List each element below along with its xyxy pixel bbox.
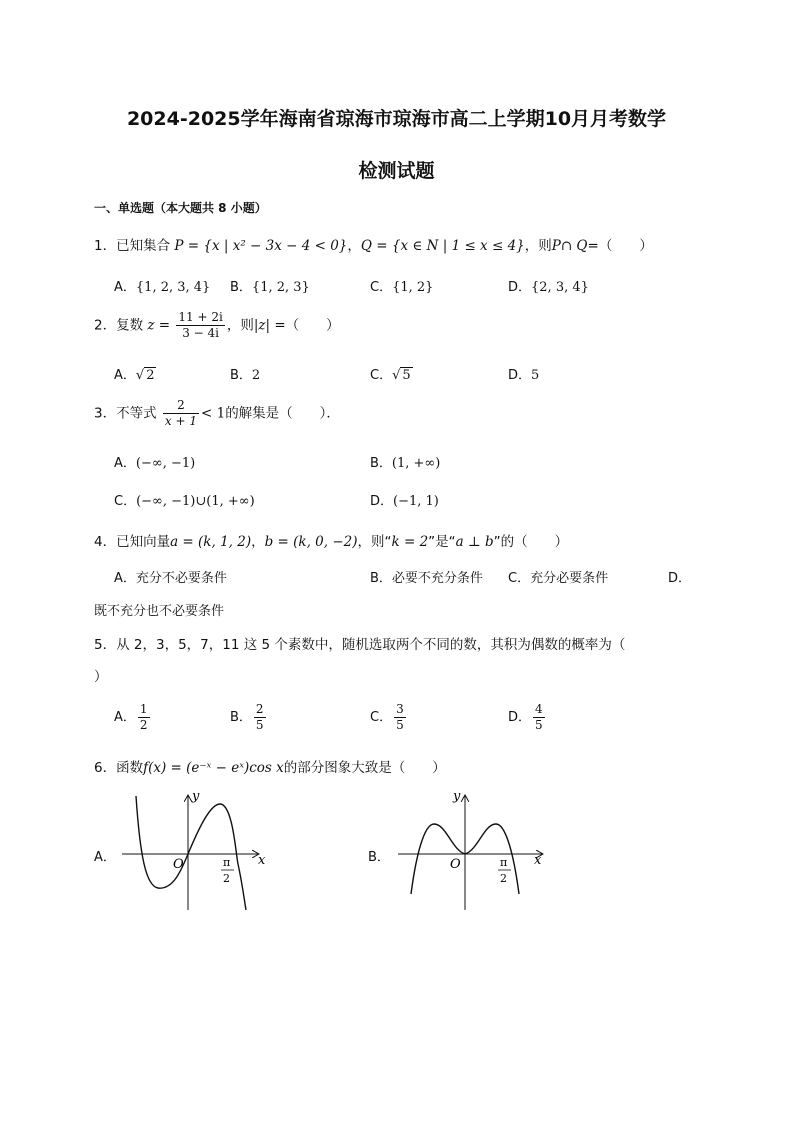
q1-set-q: Q = {x ∈ N | 1 ≤ x ≤ 4} xyxy=(360,238,525,254)
q5-option-c: C． $\frac{3}{5}$ xyxy=(370,702,404,732)
question-5: 5．从 2，3，5，7，11 这 5 个素数中，随机选取两个不同的数，其积为偶数的概率为（ xyxy=(94,637,626,653)
q5-option-d: D． $\frac{4}{5}$ xyxy=(508,702,543,732)
q1-sep: ， xyxy=(347,238,361,254)
q4-option-b: B．必要不充分条件 xyxy=(370,571,483,586)
q3-fraction: $\frac{2}{x + 1}$ xyxy=(164,398,197,428)
page-title-line2: 检测试题 xyxy=(358,160,435,182)
q4-vector-b: b = (k, 0, −2) xyxy=(264,534,358,550)
q4-vector-a: a = (k, 1, 2) xyxy=(170,534,252,550)
question-6: 6．函数f(x) = (e⁻ˣ − eˣ)cos x的部分图象大致是（ ） xyxy=(94,760,446,776)
q3-option-d: D．(−1, 1) xyxy=(370,494,439,509)
q2-option-b: B．2 xyxy=(230,368,261,383)
q2-option-a: A．√ 2 xyxy=(114,368,155,383)
q6-graph-a xyxy=(118,786,278,916)
q5-stem-end: ） xyxy=(94,669,108,685)
q2-option-d: D．5 xyxy=(508,368,540,383)
page-title: 2024-2025学年海南省琼海市琼海市高二上学期10月月考数学 xyxy=(126,108,667,130)
q5-option-b: B． $\frac{2}{5}$ xyxy=(230,702,264,732)
q2-abs: |z| = xyxy=(253,317,286,334)
q1-set-p: P = {x | x² − 3x − 4 < 0} xyxy=(174,238,348,254)
q6-graph-b-y-label: y xyxy=(453,789,461,804)
q1-option-d: D．{2, 3, 4} xyxy=(508,280,589,295)
q1-stem-b: ，则 xyxy=(524,238,552,254)
q3-option-c: C．(−∞, −1)∪(1, +∞) xyxy=(114,494,255,509)
q6-graph-b-label: B． xyxy=(368,850,390,865)
q1-stem-c: =（ ） xyxy=(587,238,653,254)
q6-graph-b xyxy=(394,786,554,916)
q2-z-eq: z = xyxy=(147,317,171,334)
q6-graph-a-curve xyxy=(136,796,246,910)
q5-option-a: A． $\frac{1}{2}$ xyxy=(114,702,148,732)
q1-option-a: A．{1, 2, 3, 4} xyxy=(114,280,211,295)
q1-expr: P∩ Q xyxy=(551,238,588,254)
question-4: 4．已知向量a = (k, 1, 2)，b = (k, 0, −2)，则“k = 2”是“a ⊥ b”的（ ） xyxy=(94,534,569,550)
q1-option-c: C．{1, 2} xyxy=(370,280,434,295)
q1-number: 1． xyxy=(94,238,117,254)
section-heading: 一、单选题（本大题共 8 小题） xyxy=(94,201,267,215)
q6-graph-a-origin: O xyxy=(173,857,184,872)
question-1 xyxy=(94,234,653,254)
q1-stem-a: 已知集合 xyxy=(116,238,171,254)
q6-graph-a-y-label: y xyxy=(192,789,200,804)
question-2: 2．复数 z = $\frac{11 + 2i}{3 - 4i}$ ，则|z| =（ ） xyxy=(94,310,340,340)
q3-option-b: B．(1, +∞) xyxy=(370,456,441,471)
q2-option-c: C．√ 5 xyxy=(370,368,411,383)
q1-option-b: B．{1, 2, 3} xyxy=(230,280,310,295)
q4-option-a: A．充分不必要条件 xyxy=(114,571,227,586)
q4-option-d-label: D． xyxy=(668,571,692,586)
q2-fraction: $\frac{11 + 2i}{3 - 4i}$ xyxy=(178,310,223,340)
q6-graph-a-tick-den: 2 xyxy=(223,872,230,885)
q6-graph-a-x-label: x xyxy=(258,853,266,868)
question-3: 3．不等式 $\frac{2}{x + 1}$ < 1的解集是（ ）． xyxy=(94,398,340,428)
q6-graph-a-label: A． xyxy=(94,850,116,865)
q4-option-c: C．充分必要条件 xyxy=(508,571,609,586)
q6-graph-b-tick-num: π xyxy=(500,856,508,869)
q6-graph-b-x-label: x xyxy=(534,853,542,868)
q6-graph-b-origin: O xyxy=(450,857,461,872)
q6-function: f(x) = (e⁻ˣ − eˣ)cos x xyxy=(143,760,284,776)
q3-option-a: A．(−∞, −1) xyxy=(114,456,196,471)
q4-option-d-text: 既不充分也不必要条件 xyxy=(94,604,225,619)
q6-graph-b-tick-den: 2 xyxy=(500,872,507,885)
q6-graph-a-tick-num: π xyxy=(223,856,231,869)
